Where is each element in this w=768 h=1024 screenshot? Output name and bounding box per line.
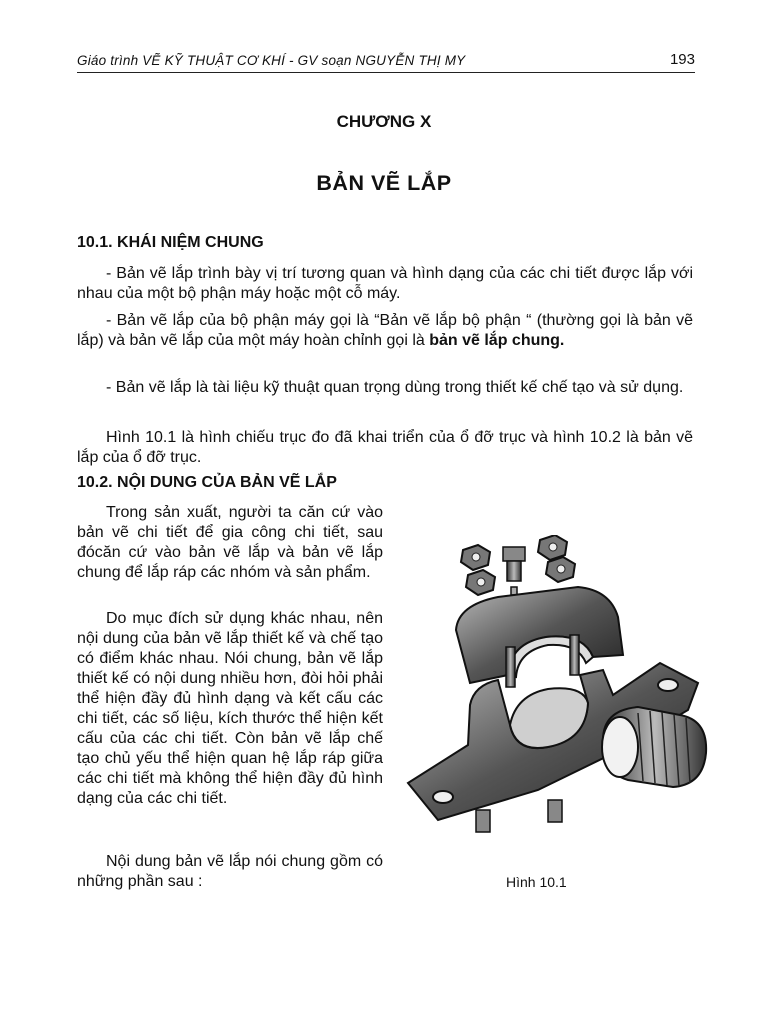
bushing-icon bbox=[602, 707, 706, 787]
paragraph-importance: - Bản vẽ lắp là tài liệu kỹ thuật quan trọng dùng trong thiết kế chế tạo và sử dụng. bbox=[106, 379, 684, 396]
paragraph-purpose: Do mục đích sử dụng khác nhau, nên nội dung của bản vẽ lắp thiết kế và chế tạo có điểm khác nhau. Nói chung, bản vẽ lắp thiết kế có nội dung nhiều hơn, đòi hỏi phải thể hiện đầy đủ hình dạng và kết cấu các chi tiết, các số liệu, kích thước thể hiện kết cấu của các chi tiết. Còn bản vẽ lắp chế tạo chủ yếu thể hiện quan hệ lắp ráp giữa các chi tiết mà không thể hiện đầy đủ hình dạng của các chi tiết. bbox=[77, 610, 383, 807]
figure-caption: Hình 10.1 bbox=[506, 874, 567, 890]
bearing-assembly-figure bbox=[398, 535, 718, 865]
chapter-title: BẢN VẼ LẮP bbox=[316, 171, 452, 195]
page-number: 193 bbox=[669, 51, 695, 68]
paragraph-types-bold: bản vẽ lắp chung. bbox=[429, 332, 565, 349]
paragraph-production: Trong sản xuất, người ta căn cứ vào bản vẽ chi tiết để gia công chi tiết, sau đócăn cứ vào bản vẽ lắp và bản vẽ lắp chung để lắp ráp các nhóm và sản phẩm. bbox=[77, 504, 383, 581]
section-heading-10-2: 10.2. NỘI DUNG CỦA BẢN VẼ LẮP bbox=[77, 474, 337, 491]
paragraph-types-text: - Bản vẽ lắp của bộ phận máy gọi là “Bản vẽ lắp bộ phận “ (thường gọi là bản vẽ lắp) và bản vẽ lắp của một máy hoàn chỉnh gọi là bbox=[77, 312, 693, 349]
page-header bbox=[77, 50, 695, 73]
chapter-label: CHƯƠNG X bbox=[336, 112, 432, 131]
paragraph-contents: Nội dung bản vẽ lắp nói chung gồm có những phần sau : bbox=[77, 853, 383, 890]
paragraph-figure-ref: Hình 10.1 là hình chiếu trục đo đã khai triển của ổ đỡ trục và hình 10.2 là bản vẽ lắp của ổ đỡ trục. bbox=[77, 429, 693, 466]
oil-cup-icon bbox=[503, 547, 525, 595]
header-title: Giáo trình VẼ KỸ THUẬT CƠ KHÍ - GV soạn NGUYỄN THỊ MY bbox=[77, 53, 466, 68]
bearing-cap-icon bbox=[456, 587, 623, 683]
paragraph-types bbox=[77, 311, 693, 351]
paragraph-definition: - Bản vẽ lắp trình bày vị trí tương quan và hình dạng của các chi tiết được lắp với nhau của một bộ phận máy hoặc một cỗ máy. bbox=[77, 265, 693, 302]
section-heading-10-1: 10.1. KHÁI NIỆM CHUNG bbox=[77, 234, 264, 251]
